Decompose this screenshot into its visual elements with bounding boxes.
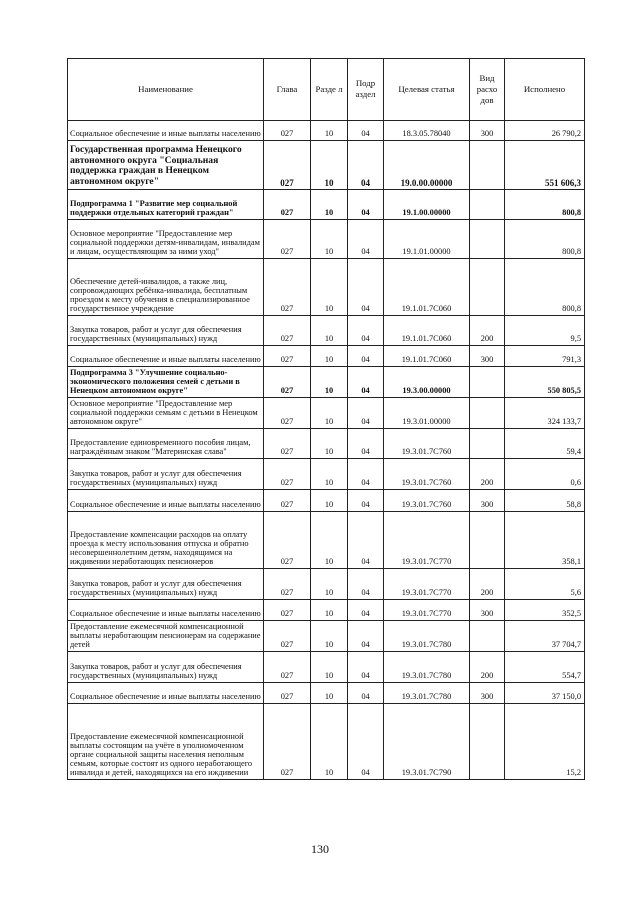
row-amount: 0,6 [505, 459, 585, 490]
row-podrazdel: 04 [348, 704, 384, 780]
row-glava: 027 [264, 398, 311, 429]
row-razdel: 10 [311, 683, 348, 704]
table-row [68, 490, 585, 512]
table-header-row [68, 59, 585, 121]
table-row [68, 316, 585, 346]
row-razdel: 10 [311, 190, 348, 220]
row-razdel: 10 [311, 704, 348, 780]
row-razdel: 10 [311, 490, 348, 512]
page-number: 130 [311, 842, 329, 856]
row-glava: 027 [264, 459, 311, 490]
row-target: 19.0.00.00000 [384, 141, 470, 190]
header-name: Наименование [68, 59, 264, 121]
row-podrazdel: 04 [348, 367, 384, 398]
row-glava: 027 [264, 259, 311, 316]
row-glava: 027 [264, 600, 311, 621]
row-target: 19.1.01.7С060 [384, 316, 470, 346]
row-amount: 800,8 [505, 190, 585, 220]
row-vid: 300 [470, 683, 505, 704]
row-podrazdel: 04 [348, 121, 384, 141]
row-vid: 300 [470, 121, 505, 141]
row-vid [470, 220, 505, 259]
row-glava: 027 [264, 190, 311, 220]
row-vid [470, 367, 505, 398]
row-podrazdel: 04 [348, 459, 384, 490]
row-amount: 554,7 [505, 652, 585, 683]
row-podrazdel: 04 [348, 220, 384, 259]
row-glava: 027 [264, 683, 311, 704]
row-glava: 027 [264, 316, 311, 346]
row-amount: 791,3 [505, 346, 585, 367]
row-vid [470, 621, 505, 652]
row-razdel: 10 [311, 367, 348, 398]
row-name: Подпрограмма 3 "Улучшение социально-экономического положения семей с детьми в Ненецком автономном округе" [68, 367, 264, 398]
row-target: 19.3.01.7С770 [384, 512, 470, 569]
header-target-article: Целевая статья [384, 59, 470, 121]
row-vid [470, 398, 505, 429]
row-amount: 58,8 [505, 490, 585, 512]
row-amount: 15,2 [505, 704, 585, 780]
row-name: Социальное обеспечение и иные выплаты населению [68, 346, 264, 367]
row-name: Предоставление ежемесячной компенсационной выплаты состоящим на учёте в уполномоченном органе социальной защиты населения неполным семьям, которые состоят из одного неработающего инвалида и детей, находящихся на его иждивении [68, 704, 264, 780]
row-name: Закупка товаров, работ и услуг для обеспечения государственных (муниципальных) нужд [68, 569, 264, 600]
row-glava: 027 [264, 121, 311, 141]
row-name: Подпрограмма 1 "Развитие мер социальной поддержки отдельных категорий граждан" [68, 190, 264, 220]
row-podrazdel: 04 [348, 512, 384, 569]
table-row [68, 683, 585, 704]
table-row [68, 220, 585, 259]
row-podrazdel: 04 [348, 490, 384, 512]
header-executed: Исполнено [505, 59, 585, 121]
table-row [68, 259, 585, 316]
row-target: 19.1.00.00000 [384, 190, 470, 220]
row-name: Закупка товаров, работ и услуг для обеспечения государственных (муниципальных) нужд [68, 316, 264, 346]
row-amount: 37 704,7 [505, 621, 585, 652]
row-target: 19.3.01.00000 [384, 398, 470, 429]
row-vid [470, 512, 505, 569]
row-target: 19.1.01.00000 [384, 220, 470, 259]
row-glava: 027 [264, 652, 311, 683]
table-row [68, 121, 585, 141]
table-row [68, 459, 585, 490]
row-target: 19.3.01.7С760 [384, 459, 470, 490]
row-name: Предоставление компенсации расходов на оплату проезда к месту использования отпуска и обратно несовершеннолетним детям, находящимся на иждивении неработающих пенсионеров [68, 512, 264, 569]
row-vid: 300 [470, 490, 505, 512]
row-amount: 800,8 [505, 220, 585, 259]
row-target: 19.3.01.7С790 [384, 704, 470, 780]
row-glava: 027 [264, 141, 311, 190]
row-name: Закупка товаров, работ и услуг для обеспечения государственных (муниципальных) нужд [68, 652, 264, 683]
row-podrazdel: 04 [348, 346, 384, 367]
row-vid: 200 [470, 316, 505, 346]
table-row [68, 621, 585, 652]
row-razdel: 10 [311, 316, 348, 346]
row-glava: 027 [264, 346, 311, 367]
table-row-subprogram [68, 190, 585, 220]
row-podrazdel: 04 [348, 316, 384, 346]
row-vid: 200 [470, 459, 505, 490]
row-target: 19.3.01.7С760 [384, 490, 470, 512]
header-glava: Глава [264, 59, 311, 121]
table-row [68, 512, 585, 569]
table-row [68, 569, 585, 600]
row-vid [470, 429, 505, 459]
row-glava: 027 [264, 704, 311, 780]
row-glava: 027 [264, 367, 311, 398]
table-row [68, 398, 585, 429]
row-glava: 027 [264, 621, 311, 652]
row-razdel: 10 [311, 121, 348, 141]
row-target: 19.3.01.7С760 [384, 429, 470, 459]
row-razdel: 10 [311, 569, 348, 600]
row-vid: 300 [470, 346, 505, 367]
row-name: Основное мероприятие "Предоставление мер социальной поддержки семьям с детьми в Ненецком автономном округе" [68, 398, 264, 429]
row-target: 19.3.01.7С770 [384, 600, 470, 621]
row-target: 19.3.01.7С780 [384, 683, 470, 704]
row-razdel: 10 [311, 141, 348, 190]
row-name: Закупка товаров, работ и услуг для обеспечения государственных (муниципальных) нужд [68, 459, 264, 490]
row-amount: 324 133,7 [505, 398, 585, 429]
row-name: Предоставление ежемесячной компенсационной выплаты неработающим пенсионерам на содержание детей [68, 621, 264, 652]
row-podrazdel: 04 [348, 621, 384, 652]
row-razdel: 10 [311, 621, 348, 652]
row-vid: 200 [470, 652, 505, 683]
header-expense-type: Вид расхо дов [470, 59, 505, 121]
row-amount: 59,4 [505, 429, 585, 459]
row-glava: 027 [264, 512, 311, 569]
row-name: Социальное обеспечение и иные выплаты населению [68, 683, 264, 704]
row-podrazdel: 04 [348, 429, 384, 459]
row-amount: 5,6 [505, 569, 585, 600]
row-target: 18.3.05.78040 [384, 121, 470, 141]
row-razdel: 10 [311, 600, 348, 621]
row-name: Социальное обеспечение и иные выплаты населению [68, 490, 264, 512]
table-row [68, 429, 585, 459]
row-target: 19.1.01.7С060 [384, 259, 470, 316]
row-razdel: 10 [311, 512, 348, 569]
row-amount: 550 805,5 [505, 367, 585, 398]
row-vid [470, 259, 505, 316]
table-row [68, 600, 585, 621]
row-target: 19.3.00.00000 [384, 367, 470, 398]
row-amount: 37 150,0 [505, 683, 585, 704]
row-name: Основное мероприятие "Предоставление мер социальной поддержки детям-инвалидам, инвалидам и лицам, осуществляющим за ними уход" [68, 220, 264, 259]
row-amount: 358,1 [505, 512, 585, 569]
table-row [68, 652, 585, 683]
row-razdel: 10 [311, 259, 348, 316]
row-vid: 300 [470, 600, 505, 621]
table-row [68, 346, 585, 367]
row-podrazdel: 04 [348, 652, 384, 683]
row-podrazdel: 04 [348, 259, 384, 316]
header-podrazdel: Подр аздел [348, 59, 384, 121]
row-razdel: 10 [311, 346, 348, 367]
row-vid [470, 704, 505, 780]
row-razdel: 10 [311, 429, 348, 459]
table-row-program [68, 141, 585, 190]
row-podrazdel: 04 [348, 683, 384, 704]
row-vid: 200 [470, 569, 505, 600]
row-podrazdel: 04 [348, 398, 384, 429]
row-glava: 027 [264, 490, 311, 512]
row-razdel: 10 [311, 398, 348, 429]
table-row-subprogram [68, 367, 585, 398]
row-amount: 352,5 [505, 600, 585, 621]
row-amount: 800,8 [505, 259, 585, 316]
row-target: 19.3.01.7С780 [384, 652, 470, 683]
row-razdel: 10 [311, 220, 348, 259]
row-podrazdel: 04 [348, 600, 384, 621]
row-podrazdel: 04 [348, 190, 384, 220]
row-name: Социальное обеспечение и иные выплаты населению [68, 121, 264, 141]
row-name: Предоставление единовременного пособия лицам, награждённым знаком "Материнская слава" [68, 429, 264, 459]
row-amount: 9,5 [505, 316, 585, 346]
row-razdel: 10 [311, 459, 348, 490]
row-podrazdel: 04 [348, 569, 384, 600]
row-glava: 027 [264, 429, 311, 459]
row-name: Социальное обеспечение и иные выплаты населению [68, 600, 264, 621]
row-razdel: 10 [311, 652, 348, 683]
row-target: 19.1.01.7С060 [384, 346, 470, 367]
row-name: Обеспечение детей-инвалидов, а также лиц, сопровождающих ребёнка-инвалида, бесплатным проездом к месту обучения в специализированное государственное учреждение [68, 259, 264, 316]
row-name: Государственная программа Ненецкого автономного округа "Социальная поддержка граждан в Ненецком автономном округе" [68, 141, 264, 190]
row-target: 19.3.01.7С770 [384, 569, 470, 600]
budget-execution-table [67, 58, 585, 780]
row-glava: 027 [264, 220, 311, 259]
row-vid [470, 141, 505, 190]
row-vid [470, 190, 505, 220]
row-amount: 26 790,2 [505, 121, 585, 141]
table-row [68, 704, 585, 780]
header-razdel: Разде л [311, 59, 348, 121]
row-podrazdel: 04 [348, 141, 384, 190]
row-amount: 551 606,3 [505, 141, 585, 190]
row-glava: 027 [264, 569, 311, 600]
row-target: 19.3.01.7С780 [384, 621, 470, 652]
